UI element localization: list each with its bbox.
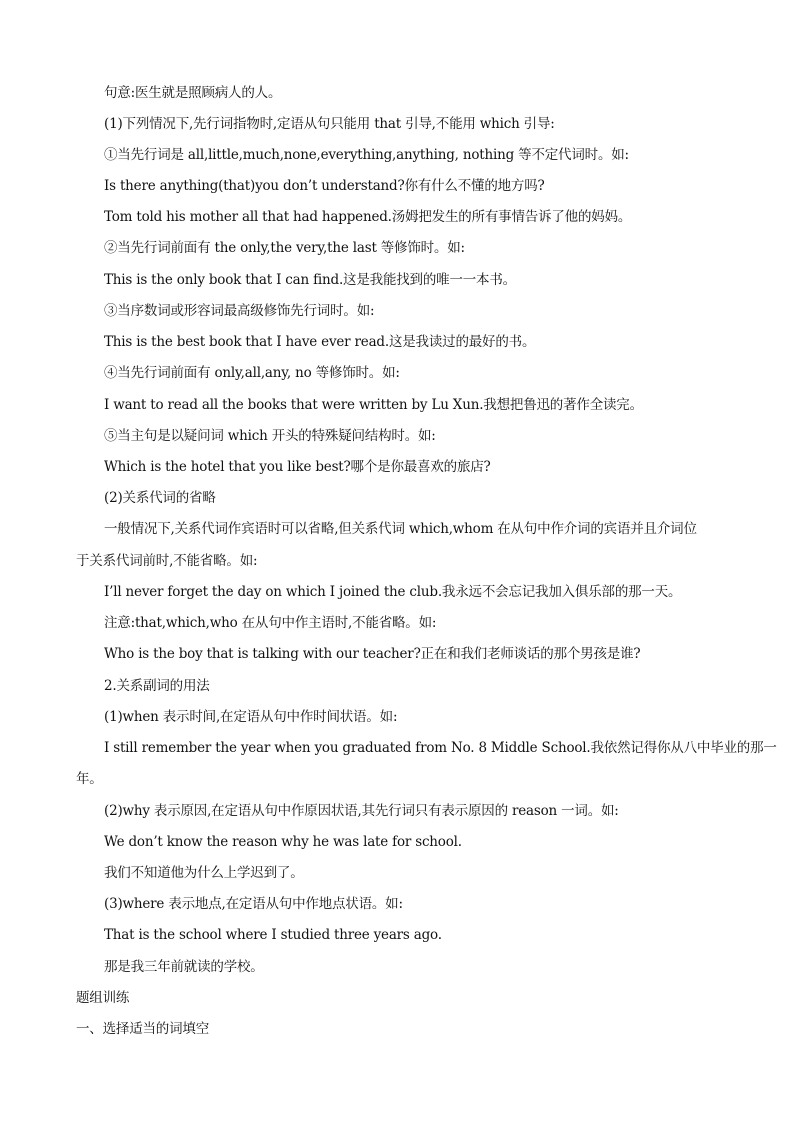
text-line: 2.关系副词的用法 bbox=[104, 678, 210, 694]
text-line: I’ll never forget the day on which I joined the club.我永远不会忘记我加入俱乐部的那一天。 bbox=[104, 584, 682, 600]
text-line: 年。 bbox=[76, 771, 103, 787]
text-line: (1)when 表示时间,在定语从句中作时间状语。如: bbox=[104, 709, 398, 725]
text-line: I want to read all the books that were written by Lu Xun.我想把鲁迅的著作全读完。 bbox=[104, 397, 643, 413]
text-line: Is there anything(that)you don’t understand?你有什么不懂的地方吗? bbox=[104, 178, 545, 194]
text-line: ③当序数词或形容词最高级修饰先行词时。如: bbox=[104, 303, 375, 319]
text-line: 我们不知道他为什么上学迟到了。 bbox=[104, 865, 304, 881]
text-line: That is the school where I studied three years ago. bbox=[104, 927, 442, 943]
text-line: (2)why 表示原因,在定语从句中作原因状语,其先行词只有表示原因的 reason 一词。如: bbox=[104, 803, 619, 819]
text-line: 一般情况下,关系代词作宾语时可以省略,但关系代词 which,whom 在从句中作介词的宾语并且介词位 bbox=[104, 521, 697, 537]
text-line: ①当先行词是 all,little,much,none,everything,anything, nothing 等不定代词时。如: bbox=[104, 147, 629, 163]
text-line: 于关系代词前时,不能省略。如: bbox=[76, 553, 258, 569]
text-line: We don’t know the reason why he was late for school. bbox=[104, 834, 462, 850]
section-heading: 题组训练 bbox=[76, 990, 130, 1006]
text-line: Who is the boy that is talking with our teacher?正在和我们老师谈话的那个男孩是谁? bbox=[104, 646, 641, 662]
text-line: (2)关系代词的省略 bbox=[104, 490, 216, 506]
text-line: ⑤当主句是以疑问词 which 开头的特殊疑问结构时。如: bbox=[104, 428, 436, 444]
text-line: 那是我三年前就读的学校。 bbox=[104, 959, 264, 975]
section-heading: 一、选择适当的词填空 bbox=[76, 1021, 209, 1037]
text-line: This is the only book that I can find.这是我能找到的唯一一本书。 bbox=[104, 272, 516, 288]
text-line: (1)下列情况下,先行词指物时,定语从句只能用 that 引导,不能用 which 引导: bbox=[104, 116, 555, 132]
text-line: This is the best book that I have ever read.这是我读过的最好的书。 bbox=[104, 334, 536, 350]
text-line: 句意:医生就是照顾病人的人。 bbox=[104, 85, 282, 101]
text-line: Tom told his mother all that had happened.汤姆把发生的所有事情告诉了他的妈妈。 bbox=[104, 209, 632, 225]
text-line: (3)where 表示地点,在定语从句中作地点状语。如: bbox=[104, 896, 403, 912]
text-line: ④当先行词前面有 only,all,any, no 等修饰时。如: bbox=[104, 365, 400, 381]
text-line: 注意:that,which,who 在从句中作主语时,不能省略。如: bbox=[104, 615, 437, 631]
text-line: I still remember the year when you graduated from No. 8 Middle School.我依然记得你从八中毕业的那一 bbox=[104, 740, 777, 756]
text-line: Which is the hotel that you like best?哪个是你最喜欢的旅店? bbox=[104, 459, 491, 475]
text-line: ②当先行词前面有 the only,the very,the last 等修饰时。如: bbox=[104, 240, 465, 256]
